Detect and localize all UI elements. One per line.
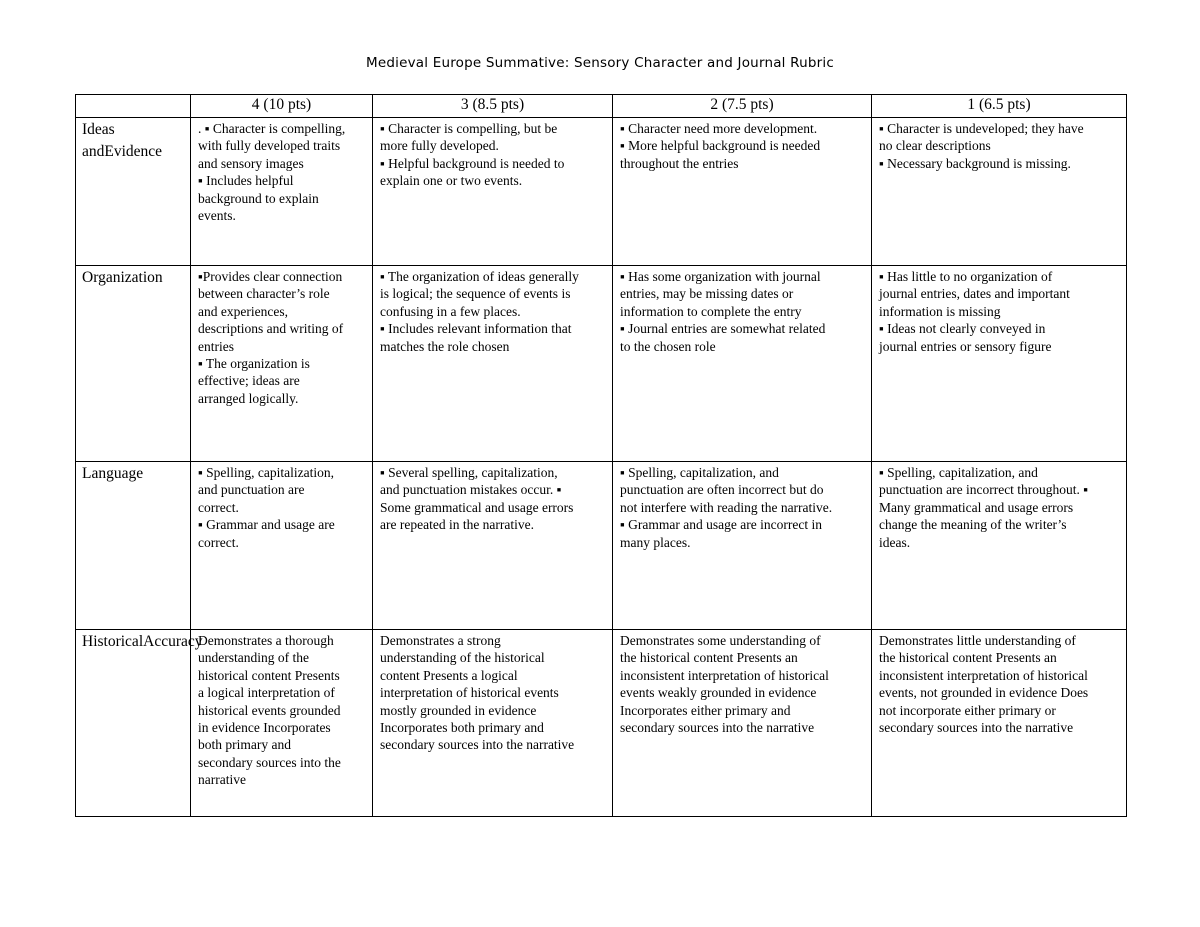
cell-text-line: ideas. bbox=[879, 534, 911, 550]
cell-text-line: effective; ideas are bbox=[198, 373, 300, 389]
cell-text-line: with fully developed traits bbox=[198, 138, 341, 154]
criteria-cell bbox=[191, 266, 373, 462]
row-label-historical-accuracy bbox=[76, 630, 203, 817]
criteria-cell bbox=[872, 266, 1127, 462]
criteria-cell bbox=[191, 118, 373, 266]
cell-text-line: Language bbox=[82, 465, 144, 482]
rubric-table bbox=[75, 94, 1127, 817]
cell-text-line: background to explain bbox=[198, 190, 319, 206]
cell-text-line: ▪ More helpful background is needed bbox=[620, 138, 821, 154]
cell-text-line: historical events grounded bbox=[198, 702, 341, 718]
cell-text-line: secondary sources into the narrative bbox=[879, 720, 1074, 736]
criteria-cell bbox=[373, 118, 613, 266]
criteria-cell bbox=[373, 266, 613, 462]
cell-text-line: Evidence bbox=[104, 143, 163, 160]
cell-text-line: change the meaning of the writer’s bbox=[879, 517, 1067, 533]
criteria-cell bbox=[872, 630, 1127, 817]
cell-text-line: understanding of the bbox=[198, 650, 309, 666]
cell-text-line: events weakly grounded in evidence bbox=[620, 685, 817, 701]
cell-text-line: journal entries, dates and important bbox=[879, 286, 1070, 302]
row-label-ideas-evidence bbox=[76, 118, 191, 266]
cell-text-line: are repeated in the narrative. bbox=[380, 517, 535, 533]
cell-text-line: punctuation are often incorrect but do bbox=[620, 482, 824, 498]
cell-text-line: the historical content Presents an bbox=[879, 650, 1057, 666]
cell-text-line: and punctuation mistakes occur. ▪ bbox=[380, 482, 562, 498]
rubric-row-organization bbox=[76, 266, 1127, 462]
cell-text-line: entries, may be missing dates or bbox=[620, 286, 794, 302]
cell-text-line: ▪ The organization is bbox=[198, 356, 310, 372]
cell-text-line: narrative bbox=[198, 772, 246, 788]
cell-text-line: Ideas and bbox=[82, 121, 115, 160]
cell-text-line: Historical bbox=[82, 633, 144, 650]
header-level-3: 3 (8.5 pts) bbox=[373, 95, 613, 118]
row-label-organization bbox=[76, 266, 191, 462]
criteria-cell bbox=[872, 118, 1127, 266]
cell-text-line: not incorporate either primary or bbox=[879, 702, 1056, 718]
rubric-row-language bbox=[76, 462, 1127, 630]
cell-text-line: Incorporates either primary and bbox=[620, 702, 791, 718]
cell-text-line: Demonstrates little understanding of bbox=[879, 633, 1076, 648]
cell-text-line: arranged logically. bbox=[198, 390, 299, 406]
criteria-cell bbox=[613, 118, 872, 266]
cell-text-line: ▪ Journal entries are somewhat related bbox=[620, 321, 826, 337]
criteria-cell bbox=[613, 462, 872, 630]
cell-text-line: more fully developed. bbox=[380, 138, 499, 154]
cell-text-line: confusing in a few places. bbox=[380, 303, 521, 319]
cell-text-line: ▪ Character is compelling, but be bbox=[380, 121, 558, 136]
cell-text-line: and punctuation are bbox=[198, 482, 305, 498]
criteria-cell bbox=[613, 266, 872, 462]
cell-text-line: throughout the entries bbox=[620, 155, 739, 171]
cell-text-line: ▪ Grammar and usage are bbox=[198, 517, 335, 533]
criteria-cell bbox=[872, 462, 1127, 630]
cell-text-line: events, not grounded in evidence Does bbox=[879, 685, 1089, 701]
cell-text-line: ▪ Has some organization with journal bbox=[620, 269, 821, 284]
cell-text-line: secondary sources into the bbox=[198, 754, 341, 770]
cell-text-line: ▪ Ideas not clearly conveyed in bbox=[879, 321, 1046, 337]
cell-text-line: ▪ Spelling, capitalization, and bbox=[879, 465, 1038, 480]
rubric-row-ideas-evidence bbox=[76, 118, 1127, 266]
cell-text-line: correct. bbox=[198, 534, 239, 550]
cell-text-line: ▪ Spelling, capitalization, bbox=[198, 465, 335, 480]
cell-text-line: explain one or two events. bbox=[380, 173, 523, 189]
cell-text-line: ▪ Character need more development. bbox=[620, 121, 818, 136]
cell-text-line: information is missing bbox=[879, 303, 1001, 319]
cell-text-line: ▪Provides clear connection bbox=[198, 269, 343, 284]
cell-text-line: no clear descriptions bbox=[879, 138, 991, 154]
cell-text-line: punctuation are incorrect throughout. ▪ bbox=[879, 482, 1089, 498]
cell-text-line: . ▪ Character is compelling, bbox=[198, 121, 346, 136]
cell-text-line: ▪ Several spelling, capitalization, bbox=[380, 465, 558, 480]
header-level-1: 1 (6.5 pts) bbox=[872, 95, 1127, 118]
cell-text-line: Organization bbox=[82, 269, 163, 286]
cell-text-line: correct. bbox=[198, 499, 239, 515]
cell-text-line: between character’s role bbox=[198, 286, 330, 302]
cell-text-line: many places. bbox=[620, 534, 691, 550]
cell-text-line: matches the role chosen bbox=[380, 338, 510, 354]
cell-text-line: in evidence Incorporates bbox=[198, 720, 331, 736]
cell-text-line: Demonstrates a strong bbox=[380, 633, 501, 648]
cell-text-line: inconsistent interpretation of historical bbox=[620, 667, 829, 683]
cell-text-line: historical content Presents bbox=[198, 667, 340, 683]
cell-text-line: descriptions and writing of bbox=[198, 321, 344, 337]
cell-text-line: a logical interpretation of bbox=[198, 685, 335, 701]
cell-text-line: secondary sources into the narrative bbox=[620, 720, 815, 736]
header-level-4: 4 (10 pts) bbox=[191, 95, 373, 118]
cell-text-line: ▪ Necessary background is missing. bbox=[879, 155, 1071, 171]
cell-text-line: information to complete the entry bbox=[620, 303, 802, 319]
cell-text-line: Accuracy bbox=[143, 633, 203, 650]
cell-text-line: Demonstrates a thorough bbox=[198, 633, 334, 648]
criteria-cell bbox=[191, 462, 373, 630]
cell-text-line: Incorporates both primary and bbox=[380, 720, 544, 736]
criteria-cell bbox=[373, 630, 613, 817]
cell-text-line: ▪ Has little to no organization of bbox=[879, 269, 1053, 284]
cell-text-line: ▪ Includes relevant information that bbox=[380, 321, 572, 337]
cell-text-line: inconsistent interpretation of historical bbox=[879, 667, 1088, 683]
cell-text-line: events. bbox=[198, 208, 236, 224]
header-row bbox=[76, 95, 1127, 118]
header-corner-cell bbox=[76, 95, 191, 118]
cell-text-line: both primary and bbox=[198, 737, 291, 753]
criteria-cell bbox=[191, 630, 373, 817]
row-label-language bbox=[76, 462, 191, 630]
cell-text-line: ▪ Helpful background is needed to bbox=[380, 155, 565, 171]
cell-text-line: to the chosen role bbox=[620, 338, 716, 354]
cell-text-line: Demonstrates some understanding of bbox=[620, 633, 821, 648]
document-title: Medieval Europe Summative: Sensory Character and Journal Rubric bbox=[366, 55, 834, 71]
cell-text-line: ▪ Grammar and usage are incorrect in bbox=[620, 517, 822, 533]
cell-text-line: is logical; the sequence of events is bbox=[380, 286, 571, 302]
cell-text-line: ▪ The organization of ideas generally bbox=[380, 269, 579, 284]
cell-text-line: and experiences, bbox=[198, 303, 288, 319]
cell-text-line: mostly grounded in evidence bbox=[380, 702, 537, 718]
cell-text-line: the historical content Presents an bbox=[620, 650, 798, 666]
cell-text-line: interpretation of historical events bbox=[380, 685, 559, 701]
header-level-2: 2 (7.5 pts) bbox=[613, 95, 872, 118]
cell-text-line: ▪ Includes helpful bbox=[198, 173, 294, 189]
cell-text-line: understanding of the historical bbox=[380, 650, 545, 666]
cell-text-line: secondary sources into the narrative bbox=[380, 737, 575, 753]
cell-text-line: Many grammatical and usage errors bbox=[879, 499, 1074, 515]
cell-text-line: journal entries or sensory figure bbox=[879, 338, 1052, 354]
cell-text-line: Some grammatical and usage errors bbox=[380, 499, 574, 515]
cell-text-line: content Presents a logical bbox=[380, 667, 518, 683]
cell-text-line: not interfere with reading the narrative. bbox=[620, 499, 833, 515]
criteria-cell bbox=[373, 462, 613, 630]
criteria-cell bbox=[613, 630, 872, 817]
cell-text-line: entries bbox=[198, 338, 234, 354]
cell-text-line: ▪ Character is undeveloped; they have bbox=[879, 121, 1084, 136]
rubric-row-historical-accuracy bbox=[76, 630, 1127, 817]
cell-text-line: ▪ Spelling, capitalization, and bbox=[620, 465, 779, 480]
cell-text-line: and sensory images bbox=[198, 155, 304, 171]
